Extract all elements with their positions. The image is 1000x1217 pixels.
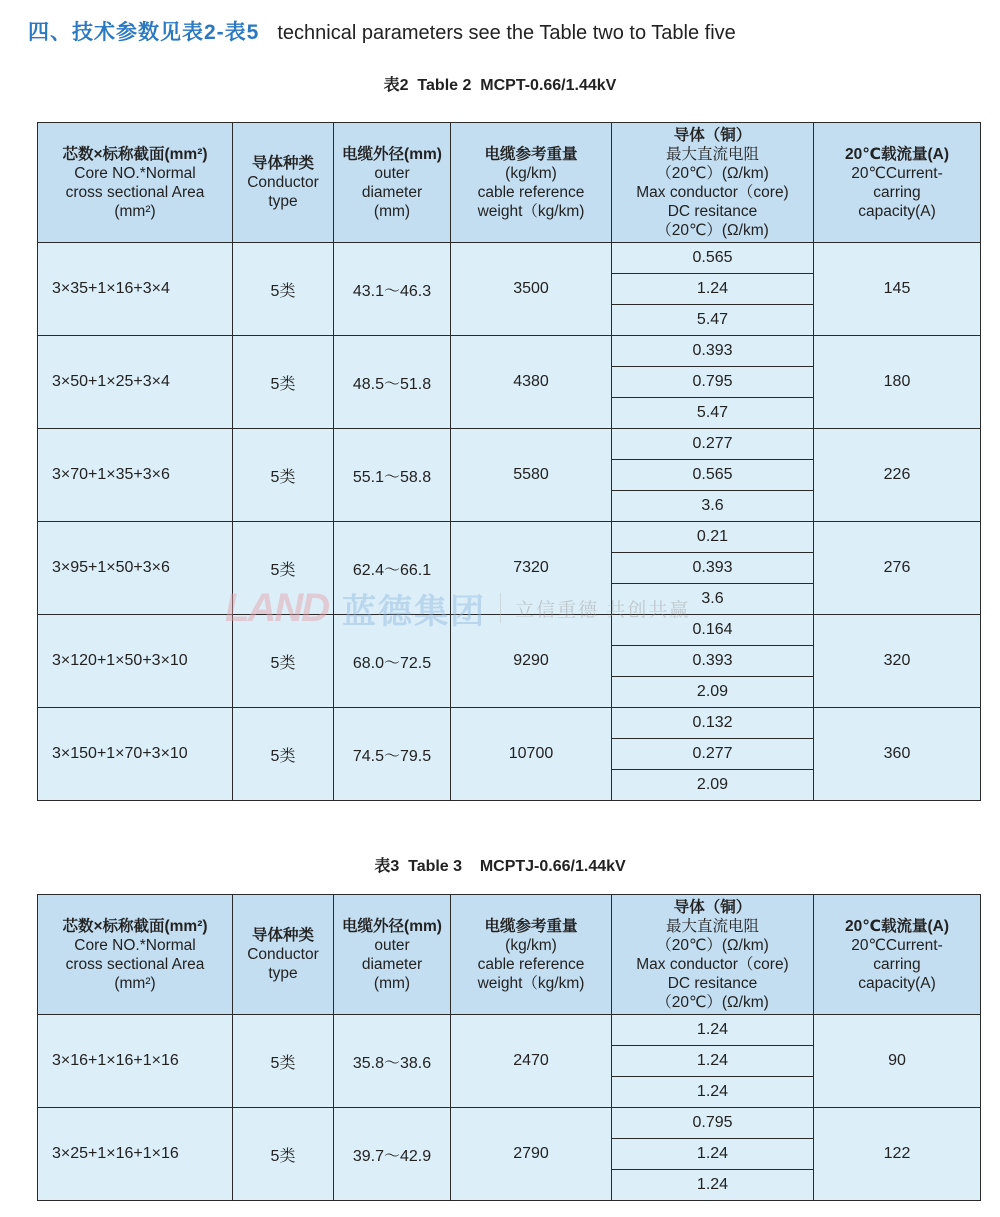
header-diameter-line: diameter: [361, 183, 423, 201]
spec-cell: 3×150+1×70+3×10: [38, 708, 233, 801]
header-weight-line: (kg/km): [505, 936, 557, 954]
resistance-cell: 2.09: [612, 770, 814, 801]
header-conductor-line: Conductor: [247, 946, 319, 963]
header-weight-line: cable reference: [477, 955, 585, 973]
header-resistance-line: DC resitance: [667, 974, 758, 992]
header-diameter: [334, 895, 451, 1015]
header-conductor: [233, 123, 334, 243]
header-resistance-line: （20℃）(Ω/km): [656, 993, 769, 1011]
conductor-cell: 5类: [233, 708, 334, 801]
header-resistance-line: 最大直流电阻: [665, 917, 759, 935]
header-weight-line: weight（kg/km): [477, 202, 585, 220]
spec-cell: 3×95+1×50+3×6: [38, 522, 233, 615]
header-spec-line: cross sectional Area: [65, 183, 205, 201]
header-diameter-line: (mm): [373, 202, 411, 220]
header-resistance-line: Max conductor（core): [636, 183, 789, 201]
resistance-cell: 2.09: [612, 677, 814, 708]
header-spec: [38, 123, 233, 243]
header-resistance-line: （20℃）(Ω/km): [656, 936, 769, 954]
header-spec-line: 芯数×标称截面(mm²): [62, 917, 208, 935]
diameter-cell: 62.4～66.1: [334, 522, 451, 615]
resistance-cell: 0.565: [612, 460, 814, 491]
current-cell: 180: [814, 336, 981, 429]
header-current-line: 20℃Current-: [851, 936, 943, 954]
spec-cell: 3×70+1×35+3×6: [38, 429, 233, 522]
header-current-line: 20℃载流量(A): [844, 917, 950, 935]
table2-caption: 表2 Table 2 MCPT-0.66/1.44kV: [383, 77, 617, 94]
resistance-cell: 0.393: [612, 553, 814, 584]
header-resistance: [612, 895, 814, 1015]
diameter-cell: 48.5～51.8: [334, 336, 451, 429]
spec-cell: 3×35+1×16+3×4: [38, 243, 233, 336]
resistance-cell: 0.565: [612, 243, 814, 274]
header-weight-line: weight（kg/km): [477, 974, 585, 992]
resistance-cell: 1.24: [612, 274, 814, 305]
resistance-cell: 5.47: [612, 305, 814, 336]
table-row: [38, 429, 981, 460]
header-conductor: [233, 895, 334, 1015]
current-cell: 145: [814, 243, 981, 336]
header-weight: [451, 895, 612, 1015]
current-cell: 320: [814, 615, 981, 708]
header-resistance-line: （20℃）(Ω/km): [656, 221, 769, 239]
conductor-cell: 5类: [233, 243, 334, 336]
spec-cell: 3×120+1×50+3×10: [38, 615, 233, 708]
resistance-cell: 0.132: [612, 708, 814, 739]
header-current-line: 20℃Current-: [851, 164, 943, 182]
header-diameter-line: 电缆外径(mm): [342, 917, 442, 935]
header-spec-line: (mm²): [114, 202, 156, 220]
conductor-cell: 5类: [233, 1108, 334, 1201]
resistance-cell: 0.21: [612, 522, 814, 553]
conductor-cell: 5类: [233, 429, 334, 522]
current-cell: 276: [814, 522, 981, 615]
spec-cell: 3×16+1×16+1×16: [38, 1015, 233, 1108]
diameter-cell: 39.7～42.9: [334, 1108, 451, 1201]
weight-cell: 9290: [451, 615, 612, 708]
table-row: [38, 615, 981, 646]
header-resistance: [612, 123, 814, 243]
header-current: [814, 895, 981, 1015]
header-diameter-line: 电缆外径(mm): [342, 145, 442, 163]
diameter-cell: 55.1～58.8: [334, 429, 451, 522]
header-current-line: 20℃载流量(A): [844, 145, 950, 163]
weight-cell: 2790: [451, 1108, 612, 1201]
header-weight: [451, 123, 612, 243]
diameter-cell: 43.1～46.3: [334, 243, 451, 336]
header-resistance-line: 最大直流电阻: [665, 145, 759, 163]
resistance-cell: 3.6: [612, 584, 814, 615]
header-weight-line: 电缆参考重量: [484, 145, 578, 163]
header-spec-line: (mm²): [114, 974, 156, 992]
header-diameter-line: diameter: [361, 955, 423, 973]
table-row: [38, 1108, 981, 1139]
weight-cell: 2470: [451, 1015, 612, 1108]
watermark-logo-en: LAND: [225, 585, 329, 630]
resistance-cell: 5.47: [612, 398, 814, 429]
watermark-logo-cn: 蓝德集团: [342, 592, 487, 631]
table3-caption: 表3 Table 3 MCPTJ-0.66/1.44kV: [374, 858, 626, 875]
weight-cell: 3500: [451, 243, 612, 336]
header-diameter-line: outer: [374, 164, 410, 182]
weight-cell: 7320: [451, 522, 612, 615]
header-spec: [38, 895, 233, 1015]
spec-cell: 3×25+1×16+1×16: [38, 1108, 233, 1201]
table-row: [38, 1015, 981, 1046]
table3: [37, 894, 981, 1201]
header-diameter: [334, 123, 451, 243]
header-spec-line: Core NO.*Normal: [74, 936, 196, 954]
header-spec-line: 芯数×标称截面(mm²): [62, 145, 208, 163]
header-weight-line: (kg/km): [505, 164, 557, 182]
resistance-cell: 0.277: [612, 429, 814, 460]
header-resistance-line: （20℃）(Ω/km): [656, 164, 769, 182]
header-diameter-line: (mm): [373, 974, 411, 992]
resistance-cell: 0.393: [612, 646, 814, 677]
resistance-cell: 0.277: [612, 739, 814, 770]
header-spec-line: Core NO.*Normal: [74, 164, 196, 182]
table-row: [38, 336, 981, 367]
header-resistance-line: DC resitance: [667, 202, 758, 220]
header-conductor-line: type: [268, 193, 298, 210]
section-heading-en: technical parameters see the Table two to Table five: [277, 22, 736, 44]
diameter-cell: 74.5～79.5: [334, 708, 451, 801]
header-current-line: carring: [873, 955, 921, 973]
weight-cell: 4380: [451, 336, 612, 429]
header-resistance-line: 导体（铜）: [673, 898, 752, 916]
table2: [37, 122, 981, 801]
weight-cell: 10700: [451, 708, 612, 801]
resistance-cell: 3.6: [612, 491, 814, 522]
header-current-line: carring: [873, 183, 921, 201]
conductor-cell: 5类: [233, 336, 334, 429]
table-row: [38, 708, 981, 739]
resistance-cell: 1.24: [612, 1170, 814, 1201]
header-conductor-line: Conductor: [247, 174, 319, 191]
resistance-cell: 1.24: [612, 1015, 814, 1046]
conductor-cell: 5类: [233, 522, 334, 615]
header-resistance-line: Max conductor（core): [636, 955, 789, 973]
table-row: [38, 522, 981, 553]
resistance-cell: 0.164: [612, 615, 814, 646]
header-conductor-line: 导体种类: [251, 155, 314, 172]
conductor-cell: 5类: [233, 1015, 334, 1108]
header-weight-line: 电缆参考重量: [484, 917, 578, 935]
weight-cell: 5580: [451, 429, 612, 522]
resistance-cell: 0.795: [612, 367, 814, 398]
header-diameter-line: outer: [374, 936, 410, 954]
header-resistance-line: 导体（铜）: [673, 126, 752, 144]
watermark-slogan: 立信重德 共创共赢: [515, 599, 691, 621]
table-row: [38, 243, 981, 274]
header-conductor-line: type: [268, 965, 298, 982]
conductor-cell: 5类: [233, 615, 334, 708]
current-cell: 122: [814, 1108, 981, 1201]
header-current-line: capacity(A): [858, 202, 936, 220]
header-conductor-line: 导体种类: [251, 927, 314, 944]
header-current-line: capacity(A): [858, 974, 936, 992]
section-heading: [28, 16, 736, 46]
current-cell: 226: [814, 429, 981, 522]
table2-header-row: [38, 123, 981, 243]
resistance-cell: 0.393: [612, 336, 814, 367]
diameter-cell: 35.8～38.6: [334, 1015, 451, 1108]
section-heading-cn: 四、技术参数见表2-表5: [28, 21, 260, 44]
resistance-cell: 1.24: [612, 1046, 814, 1077]
resistance-cell: 0.795: [612, 1108, 814, 1139]
header-current: [814, 123, 981, 243]
header-spec-line: cross sectional Area: [65, 955, 205, 973]
header-weight-line: cable reference: [477, 183, 585, 201]
spec-cell: 3×50+1×25+3×4: [38, 336, 233, 429]
table3-header-row: [38, 895, 981, 1015]
current-cell: 360: [814, 708, 981, 801]
diameter-cell: 68.0～72.5: [334, 615, 451, 708]
current-cell: 90: [814, 1015, 981, 1108]
resistance-cell: 1.24: [612, 1139, 814, 1170]
resistance-cell: 1.24: [612, 1077, 814, 1108]
